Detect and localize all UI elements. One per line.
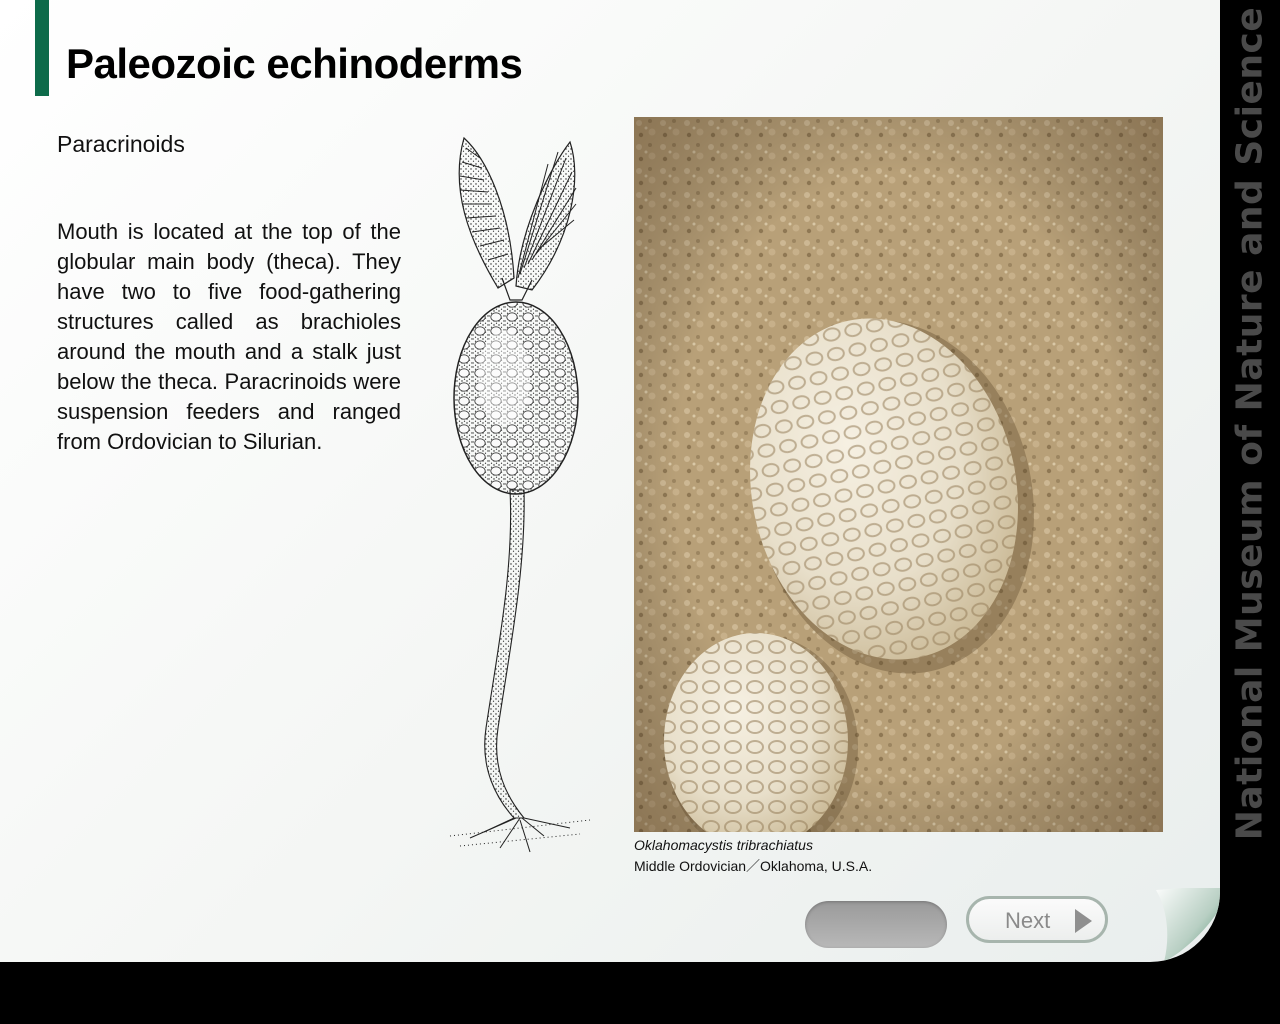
- photo-caption-info: Middle Ordovician／Oklahoma, U.S.A.: [634, 858, 873, 874]
- museum-name: [1226, 8, 1274, 838]
- paracrinoid-illustration: [440, 128, 600, 860]
- description-text: Mouth is located at the top of the globular main body (theca). They have two to five food-gathering structures called as brachioles around the mouth and a stalk just below the theca. Paracrinoids were suspension feeders and ranged from Ordovician to Silurian.: [57, 219, 401, 454]
- fossil-photo: [634, 117, 1163, 832]
- triangle-right-icon: [1075, 909, 1092, 933]
- page-title: Paleozoic echinoderms: [66, 40, 523, 87]
- title-accent-bar: [35, 0, 49, 96]
- next-button[interactable]: [966, 896, 1108, 943]
- museum-name-text: National Museum of Nature and Science: [1229, 6, 1271, 840]
- page-curl-corner: [1156, 888, 1220, 962]
- next-button-label: Next: [1005, 908, 1051, 933]
- section-subtitle: Paracrinoids: [57, 131, 185, 157]
- back-button[interactable]: [805, 901, 947, 948]
- photo-caption-species: Oklahomacystis tribrachiatus: [634, 837, 813, 853]
